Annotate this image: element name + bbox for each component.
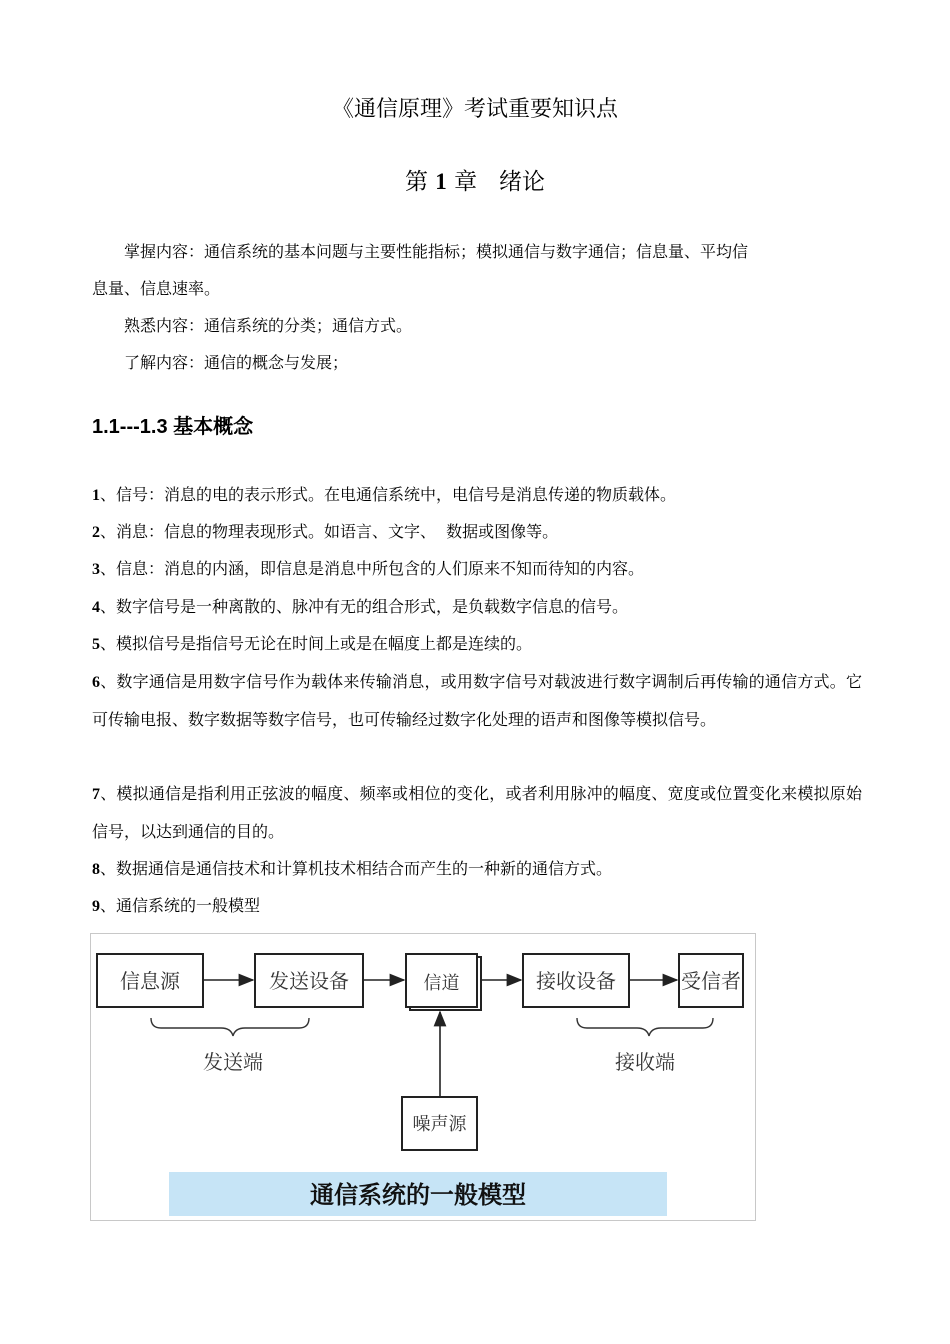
list-item-4 xyxy=(92,588,862,626)
familiar-content: 熟悉内容：通信系统的分类；通信方式。 xyxy=(124,316,413,335)
list-item-8 xyxy=(92,850,862,888)
item-text: 、模拟通信是指利用正弦波的幅度、频率或相位的变化，或者利用脉冲的幅度、宽度或位置变化来模拟原始信号，以达到通信的目的。 xyxy=(92,784,862,841)
item-text: 、通信系统的一般模型 xyxy=(100,896,261,915)
item-number: 7 xyxy=(92,786,100,803)
item-text: 、消息：信息的物理表现形式。如语言、文字、 数据或图像等。 xyxy=(100,522,559,541)
item-text: 、信息：消息的内涵，即信息是消息中所包含的人们原来不知而待知的内容。 xyxy=(100,559,645,578)
receive-brace xyxy=(577,1018,713,1036)
list-item-3 xyxy=(92,550,862,588)
chapter-title: 章 绪论 xyxy=(454,169,546,195)
send-end-label: 发送端 xyxy=(203,1050,263,1074)
list-item-7 xyxy=(92,775,862,850)
chapter-heading xyxy=(0,163,950,196)
source-label: 信息源 xyxy=(120,969,180,993)
item-text: 、数字通信是用数字信号作为载体来传输消息，或用数字信号对载波进行数字调制后再传输的通信方式。它可传输电报、数字数据等数字信号，也可传输经过数字化处理的语声和图像等模拟信号。 xyxy=(92,672,862,729)
item-number: 2 xyxy=(92,524,100,541)
item-number: 6 xyxy=(92,674,100,691)
send-brace xyxy=(151,1018,309,1036)
communication-model-figure xyxy=(90,933,756,1221)
item-number: 4 xyxy=(92,599,100,616)
receive-end-label: 接收端 xyxy=(615,1050,675,1074)
list-item-1 xyxy=(92,476,862,514)
master-content-line2: 息量、信息速率。 xyxy=(92,279,221,298)
item-text: 、数字信号是一种离散的、脉冲有无的组合形式，是负载数字信息的信号。 xyxy=(100,597,629,616)
list-item-5 xyxy=(92,625,862,663)
document-title: 《通信原理》考试重要知识点 xyxy=(331,97,618,122)
item-number: 9 xyxy=(92,898,100,915)
transmitter-label: 发送设备 xyxy=(269,969,349,993)
section-heading: 1.1---1.3 基本概念 xyxy=(92,416,254,438)
item-number: 1 xyxy=(92,487,100,504)
master-content-line1: 掌握内容：通信系统的基本问题与主要性能指标；模拟通信与数字通信；信息量、平均信 xyxy=(124,242,749,261)
list-item-2 xyxy=(92,513,862,551)
item-text: 、信号：消息的电的表示形式。在电通信系统中，电信号是消息传递的物质载体。 xyxy=(100,485,677,504)
sink-label: 受信者 xyxy=(681,969,741,993)
item-number: 5 xyxy=(92,636,100,653)
list-item-9 xyxy=(92,887,862,925)
receiver-label: 接收设备 xyxy=(536,969,616,993)
noise-label: 噪声源 xyxy=(412,1114,467,1135)
item-text: 、模拟信号是指信号无论在时间上或是在幅度上都是连续的。 xyxy=(100,634,533,653)
figure-caption: 通信系统的一般模型 xyxy=(310,1181,526,1209)
item-number: 3 xyxy=(92,561,100,578)
item-text: 、数据通信是通信技术和计算机技术相结合而产生的一种新的通信方式。 xyxy=(100,859,613,878)
list-item-6 xyxy=(92,663,862,738)
chapter-prefix: 第 xyxy=(404,169,428,195)
channel-label: 信道 xyxy=(423,973,460,994)
understand-content: 了解内容：通信的概念与发展； xyxy=(124,353,349,372)
item-number: 8 xyxy=(92,861,100,878)
chapter-number: 1 xyxy=(435,169,447,194)
